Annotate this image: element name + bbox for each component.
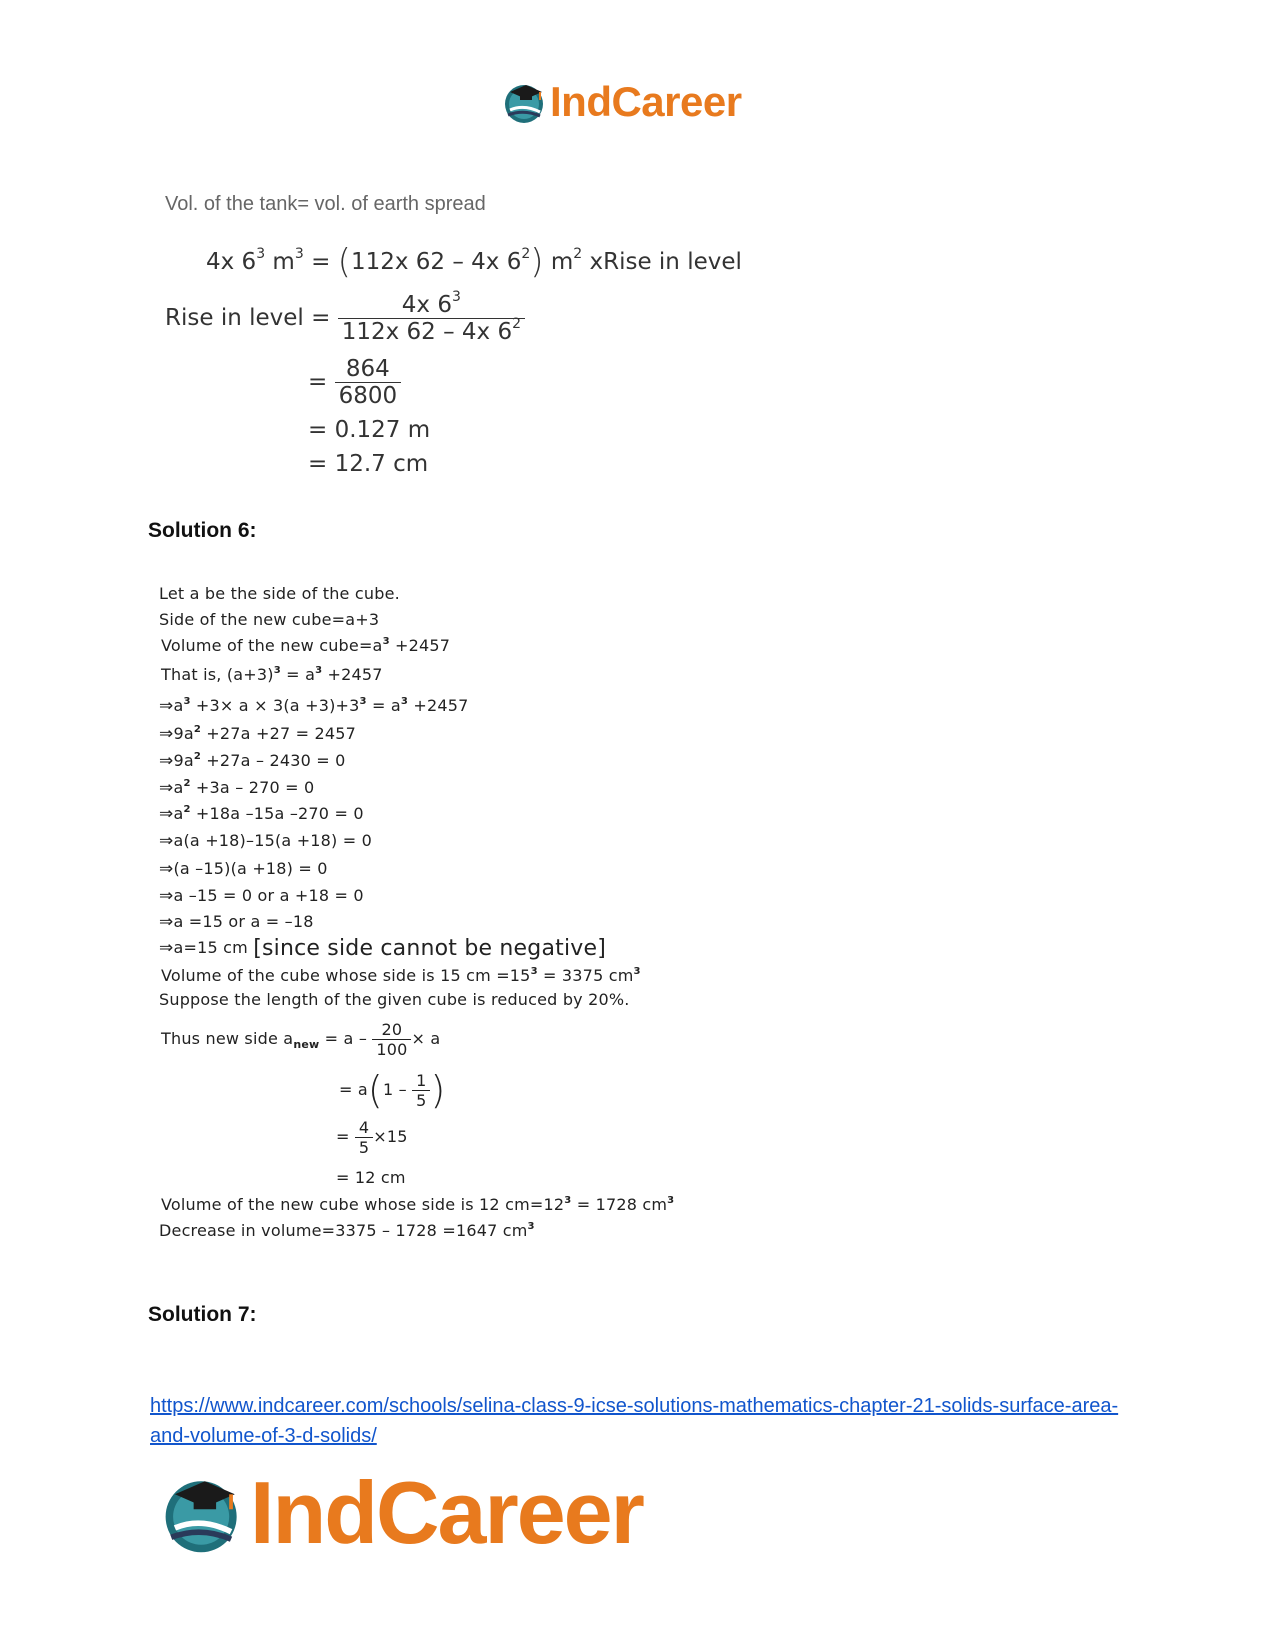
l6b: +27a +27 = 2457 [201, 724, 357, 743]
eq-equals: = [303, 249, 338, 275]
l17-sub: new [293, 1038, 320, 1051]
eq-m-exp: 2 [573, 246, 583, 262]
implies-icon: ⇒ [159, 859, 174, 879]
l15-exp2: 3 [633, 966, 641, 977]
l5c: = a [366, 696, 401, 715]
eq-lhs-unit: m [265, 249, 295, 275]
l21-exp: 3 [564, 1195, 572, 1206]
l5a: a [173, 696, 184, 715]
sol6-line-5 [159, 696, 468, 716]
eq-lhs-unit-exp: 3 [294, 246, 304, 262]
l7-exp: 2 [193, 751, 202, 762]
l17b: = a – [319, 1029, 373, 1048]
l14b: [since side cannot be negative] [253, 936, 607, 961]
l18-den: 5 [412, 1090, 430, 1110]
implies-icon: ⇒ [159, 804, 174, 824]
graduation-globe-icon [160, 1471, 246, 1555]
l22-exp: 3 [527, 1221, 535, 1232]
sol6-line-2: Side of the new cube=a+3 [159, 610, 380, 629]
l5-exp3: 3 [400, 696, 409, 707]
l18-fraction [412, 1071, 430, 1110]
sol6-line-14 [159, 936, 606, 961]
eq-m: m [543, 249, 574, 275]
graduation-globe-icon [502, 80, 548, 124]
implies-icon: ⇒ [159, 778, 174, 798]
solution-7-heading: Solution 7: [148, 1303, 257, 1326]
eq-lhs-exp: 3 [256, 246, 266, 262]
l7b: +27a – 2430 = 0 [201, 751, 346, 770]
l19b: ×15 [373, 1127, 408, 1146]
l17a: Thus new side a [161, 1029, 294, 1048]
sol6-line-1: Let a be the side of the cube. [159, 584, 400, 603]
eq-rhs: xRise in level [582, 249, 742, 275]
l18a: = a [339, 1080, 368, 1099]
eq-inner: 112x 62 – 4x 6 [350, 249, 522, 275]
l15-exp: 3 [530, 966, 538, 977]
sol6-line-7 [159, 751, 346, 771]
l4a: That is, (a+3) [161, 665, 274, 684]
step-equals: = [308, 369, 335, 395]
l8a: a [173, 778, 184, 797]
rise-num-text: 4x 6 [401, 292, 452, 318]
footer-logo [160, 1462, 643, 1564]
l9-exp: 2 [183, 804, 191, 815]
step-fraction [308, 356, 401, 409]
brand-name: IndCareer [250, 1463, 643, 1562]
rise-numerator [338, 289, 525, 318]
l21b: = 1728 cm [571, 1195, 668, 1214]
l9b: +18a –15a –270 = 0 [190, 804, 364, 823]
l4-exp: 3 [273, 665, 281, 676]
l14a: a=15 cm [173, 938, 254, 957]
l17-den: 100 [372, 1039, 411, 1059]
sol6-line-8 [159, 778, 314, 798]
sol6-line-20: = 12 cm [336, 1168, 406, 1187]
implies-icon: ⇒ [159, 751, 174, 771]
l18-paren-close: ) [430, 1068, 446, 1112]
sol6-line-16: Suppose the length of the given cube is reduced by 20%. [159, 990, 630, 1009]
eq-lhs: 4x 6 [206, 249, 257, 275]
l5-exp: 3 [183, 696, 191, 707]
rise-fraction [338, 289, 525, 345]
l3b: +2457 [389, 636, 451, 655]
l4-exp2: 3 [315, 665, 323, 676]
sol6-line-6 [159, 724, 356, 744]
l19a: = [336, 1127, 355, 1146]
implies-icon: ⇒ [159, 724, 174, 744]
sol6-line-15 [161, 966, 641, 985]
sol6-line-22 [159, 1221, 535, 1240]
sol6-line-19 [336, 1118, 408, 1157]
solution-6-heading: Solution 6: [148, 519, 257, 542]
implies-icon: ⇒ [159, 886, 174, 906]
implies-icon: ⇒ [159, 938, 174, 958]
l17-fraction [372, 1020, 411, 1059]
l10: a(a +18)–15(a +18) = 0 [173, 831, 373, 850]
l19-den: 5 [355, 1137, 373, 1157]
sol6-line-18 [339, 1068, 446, 1112]
rise-den-text: 112x 62 – 4x 6 [341, 319, 513, 345]
rise-in-level-fraction [165, 289, 525, 345]
l3-exp: 3 [382, 636, 390, 647]
l19-fraction [355, 1118, 373, 1157]
header-logo [502, 78, 742, 126]
l8-exp: 2 [183, 778, 191, 789]
l5-exp2: 3 [359, 696, 367, 707]
step2-fraction [335, 356, 402, 409]
volume-equation [206, 242, 742, 282]
implies-icon: ⇒ [159, 912, 174, 932]
sol6-line-17 [161, 1020, 440, 1059]
l17-num: 20 [381, 1020, 403, 1039]
rise-denominator [338, 318, 525, 345]
l12: a –15 = 0 or a +18 = 0 [173, 886, 364, 905]
l9a: a [173, 804, 184, 823]
l15b: = 3375 cm [537, 966, 634, 985]
implies-icon: ⇒ [159, 831, 174, 851]
sol6-line-11 [159, 859, 328, 879]
l18-paren-open: ( [367, 1068, 383, 1112]
step2-numerator: 864 [345, 356, 390, 382]
l21a: Volume of the new cube whose side is 12 cm=12 [161, 1195, 565, 1214]
l22a: Decrease in volume=3375 – 1728 =1647 cm [159, 1221, 528, 1240]
sol6-line-13 [159, 912, 314, 932]
source-link[interactable]: https://www.indcareer.com/schools/selina-class-9-icse-solutions-mathematics-chapter-21-solids-surface-area-and-volume-of-3-d-solids/ [150, 1395, 1119, 1447]
sol6-line-12 [159, 886, 364, 906]
l11: (a –15)(a +18) = 0 [173, 859, 328, 878]
rise-den-exp: 2 [512, 316, 522, 332]
step3: = 0.127 m [308, 417, 431, 443]
l21-exp2: 3 [667, 1195, 675, 1206]
l19-num: 4 [358, 1118, 370, 1137]
l3a: Volume of the new cube=a [161, 636, 383, 655]
l18b: 1 – [382, 1080, 413, 1099]
l8b: +3a – 270 = 0 [190, 778, 315, 797]
l6-exp: 2 [193, 724, 202, 735]
l4c: +2457 [322, 665, 383, 684]
sol6-line-4 [161, 665, 383, 684]
volume-caption: Vol. of the tank= vol. of earth spread [165, 193, 486, 215]
l15a: Volume of the cube whose side is 15 cm =15 [161, 966, 531, 985]
eq-paren-open: ( [337, 242, 351, 282]
l4b: = a [280, 665, 316, 684]
l17c: × a [411, 1029, 441, 1048]
l13: a =15 or a = –18 [173, 912, 314, 931]
sol6-line-3 [161, 636, 450, 655]
implies-icon: ⇒ [159, 696, 174, 716]
eq-inner-exp: 2 [521, 246, 531, 262]
l5b: +3× a × 3(a +3)+3 [190, 696, 360, 715]
brand-name: IndCareer [550, 78, 742, 125]
step4: = 12.7 cm [308, 451, 429, 477]
rise-num-exp: 3 [451, 289, 461, 305]
sol6-line-9 [159, 804, 364, 824]
l5d: +2457 [408, 696, 469, 715]
l18-num: 1 [416, 1071, 427, 1090]
sol6-line-21 [161, 1195, 674, 1214]
sol6-line-10 [159, 831, 372, 851]
l6a: 9a [173, 724, 194, 743]
step2-denominator: 6800 [335, 382, 402, 409]
l7a: 9a [173, 751, 194, 770]
eq-paren-close: ) [530, 242, 544, 282]
rise-label: Rise in level = [165, 305, 338, 331]
